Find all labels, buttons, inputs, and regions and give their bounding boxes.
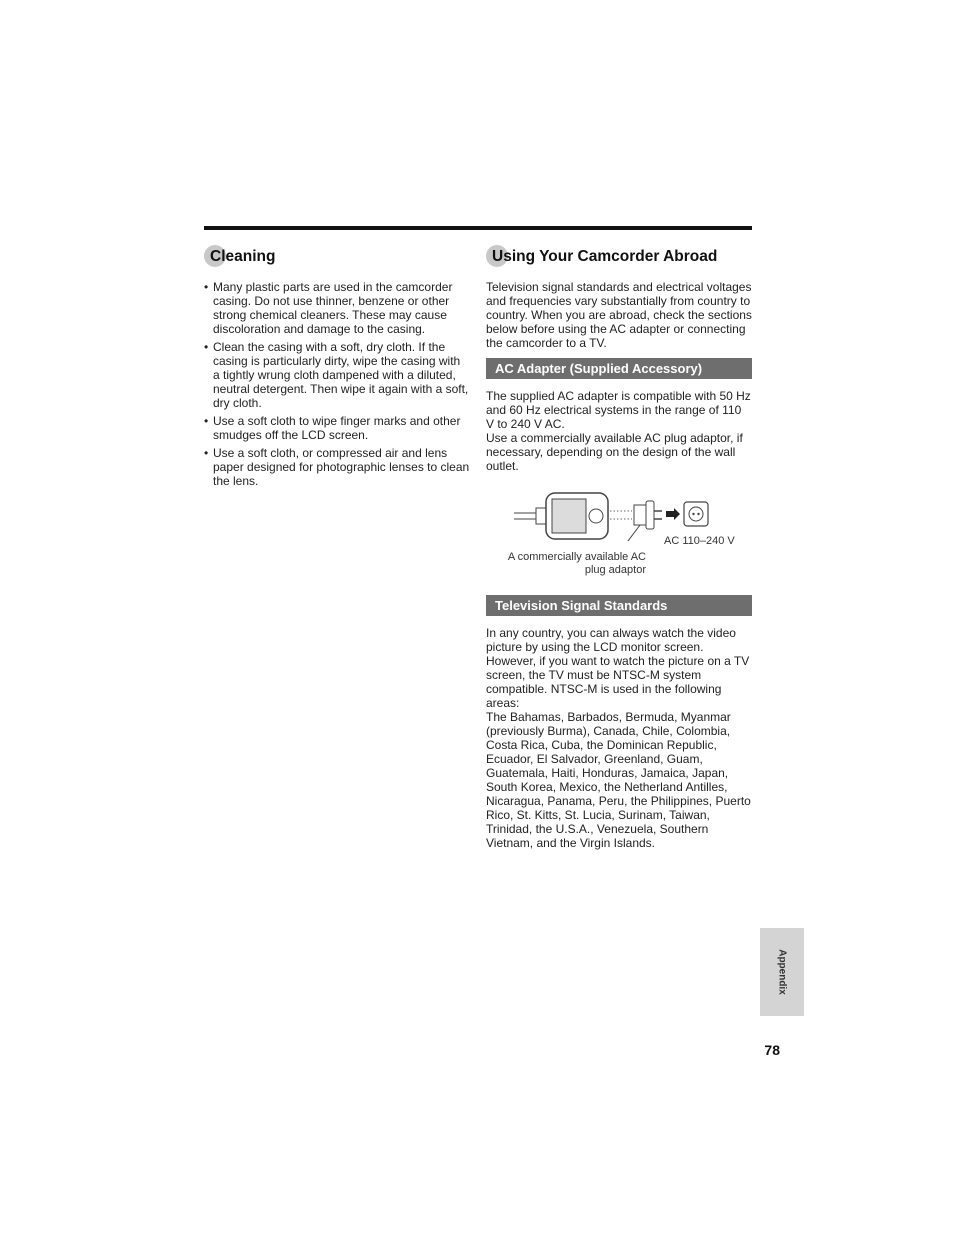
page-number: 78: [764, 1042, 780, 1058]
plug-adaptor-label: A commercially available AC plug adaptor: [507, 551, 646, 576]
list-item: • Clean the casing with a soft, dry cloth. If the casing is particularly dirty, wipe the casing with a tightly wrung cloth dampened with a diluted, neutral detergent. Then wipe it again with a soft, dry cloth.: [204, 340, 470, 410]
appendix-tab-label: Appendix: [776, 949, 788, 995]
abroad-intro: Television signal standards and electrical voltages and frequencies vary substantially from country to country. When you are abroad, check the sections below before using the AC adapter or connecting the camcorder to a TV.: [486, 280, 752, 350]
cleaning-section: [204, 244, 470, 492]
appendix-tab: [760, 928, 804, 1016]
tv-standards-text: In any country, you can always watch the video picture by using the LCD monitor screen. However, if you want to watch the picture on a TV screen, the TV must be NTSC-M system compatible. NTSC-M is used in the following areas: The Bahamas, Barbados, Bermuda, Myanmar (previously Burma), Canada, Chile, Colombia, Costa Rica, Cuba, the Dominican Republic, Ecuador, El Salvador, Greenland, Guam, Guatemala, Haiti, Honduras, Jamaica, Japan, South Korea, Mexico, the Netherland Antilles, Nicaragua, Panama, Peru, the Philippines, Puerto Rico, St. Kitts, St. Lucia, Surinam, Taiwan, Trinidad, the U.S.A., Venezuela, Southern Vietnam, and the Virgin Islands.: [486, 626, 751, 850]
ac-adapter-illustration-icon: [514, 489, 714, 541]
ac-voltage-label: AC 110–240 V: [664, 535, 735, 547]
ac-adapter-text: The supplied AC adapter is compatible with 50 Hz and 60 Hz electrical systems in the range of 110 V to 240 V AC. Use a commercially available AC plug adaptor, if necessary, depending on the design of the wall outlet.: [486, 389, 751, 473]
list-item: • Use a soft cloth, or compressed air and lens paper designed for photographic lenses to clean the lens.: [204, 446, 470, 488]
top-rule: [204, 226, 752, 230]
ac-adapter-heading: AC Adapter (Supplied Accessory): [486, 358, 752, 379]
cleaning-title: Cleaning: [204, 244, 470, 270]
abroad-title: Using Your Camcorder Abroad: [486, 244, 752, 270]
abroad-section: [486, 244, 752, 850]
cleaning-list: [204, 280, 470, 488]
ac-adapter-figure: [486, 481, 752, 587]
list-item: • Many plastic parts are used in the camcorder casing. Do not use thinner, benzene or other strong chemical cleaners. These may cause discoloration and damage to the casing.: [204, 280, 470, 336]
list-item: • Use a soft cloth to wipe finger marks and other smudges off the LCD screen.: [204, 414, 470, 442]
tv-standards-heading: Television Signal Standards: [486, 595, 752, 616]
